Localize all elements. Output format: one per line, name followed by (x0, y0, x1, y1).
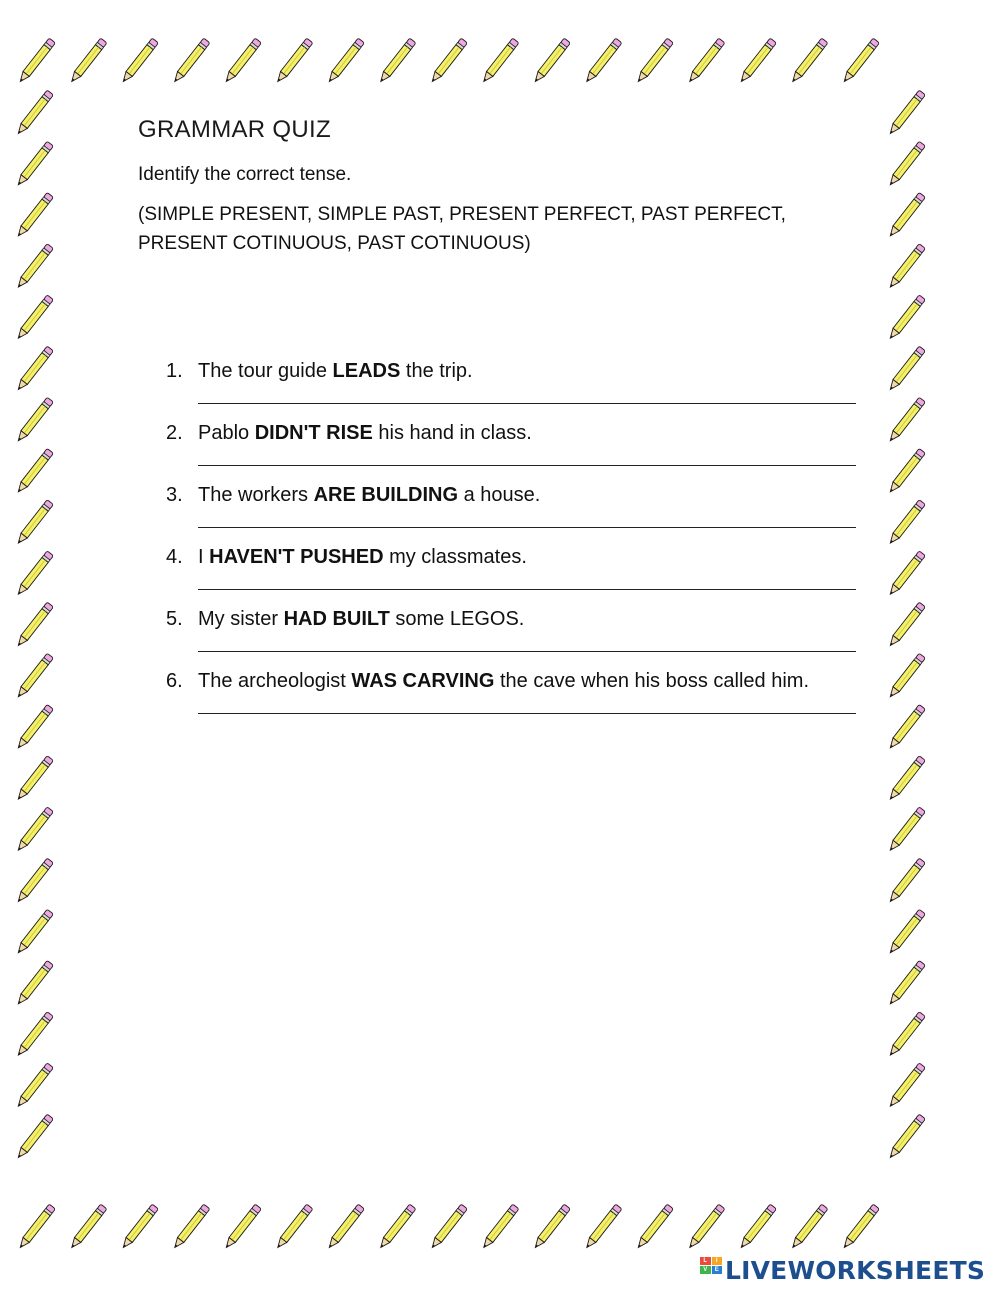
question-number: 6. (166, 670, 183, 692)
logo-mark-letter: V (700, 1266, 711, 1274)
pencil-icon (887, 448, 925, 494)
pencil-icon (15, 756, 53, 802)
pencil-icon (275, 38, 313, 84)
pencil-icon (15, 141, 53, 187)
pencil-icon (15, 192, 53, 238)
pencil-icon (532, 1204, 570, 1250)
pencil-icon (69, 1204, 107, 1250)
pencil-icon (17, 38, 55, 84)
pencil-icon (887, 960, 925, 1006)
question-text-pre: Pablo (198, 422, 255, 444)
pencil-icon (378, 1204, 416, 1250)
pencil-icon (887, 551, 925, 597)
question-text-pre: The archeologist (198, 670, 352, 692)
question-verb: ARE BUILDING (313, 484, 459, 506)
question-text-pre: The tour guide (198, 360, 333, 382)
question-text (198, 360, 473, 382)
pencil-icon (429, 38, 467, 84)
pencil-icon (172, 1204, 210, 1250)
answer-field[interactable] (198, 451, 856, 466)
question-item (166, 418, 856, 466)
pencil-icon (481, 38, 519, 84)
question-verb: LEADS (332, 360, 401, 382)
pencil-icon (887, 1114, 925, 1160)
pencil-icon (584, 1204, 622, 1250)
question-item (166, 480, 856, 528)
pencil-icon (790, 38, 828, 84)
pencil-icon (15, 346, 53, 392)
pencil-icon (15, 1114, 53, 1160)
pencil-icon (887, 141, 925, 187)
question-item (166, 604, 856, 652)
pencil-icon (687, 1204, 725, 1250)
answer-field[interactable] (198, 513, 856, 528)
pencil-icon (841, 1204, 879, 1250)
liveworksheets-logo[interactable] (700, 1253, 985, 1287)
pencil-icon (738, 1204, 776, 1250)
logo-mark-letter: E (712, 1266, 723, 1274)
pencil-icon (15, 960, 53, 1006)
pencil-icon (887, 500, 925, 546)
question-text-post: his hand in class. (372, 422, 532, 444)
pencil-icon (887, 397, 925, 443)
pencil-icon (15, 244, 53, 290)
pencil-icon (481, 1204, 519, 1250)
pencil-icon (275, 1204, 313, 1250)
pencil-icon (326, 1204, 364, 1250)
tense-options: (SIMPLE PRESENT, SIMPLE PAST, PRESENT PERFECT, PAST PERFECT, PRESENT COTINUOUS, PAST COTINUOUS) (138, 204, 786, 254)
question-number: 5. (166, 608, 183, 630)
pencil-icon (887, 858, 925, 904)
pencil-icon (887, 807, 925, 853)
question-verb: DIDN'T RISE (254, 422, 373, 444)
pencil-icon (223, 38, 261, 84)
question-text-pre: My sister (198, 608, 284, 630)
question-text-post: my classmates. (383, 546, 527, 568)
question-verb: HAD BUILT (283, 608, 390, 630)
pencil-icon (887, 756, 925, 802)
pencil-icon (223, 1204, 261, 1250)
pencil-icon (15, 551, 53, 597)
pencil-icon (790, 1204, 828, 1250)
pencil-icon (15, 858, 53, 904)
question-text (198, 546, 527, 568)
question-text-post: a house. (458, 484, 541, 506)
question-verb: HAVEN'T PUSHED (209, 546, 384, 568)
pencil-icon (841, 38, 879, 84)
answer-field[interactable] (198, 575, 856, 590)
question-text (198, 422, 532, 444)
question-verb: WAS CARVING (351, 670, 495, 692)
pencil-icon (887, 653, 925, 699)
question-text (198, 608, 524, 630)
instruction-text: Identify the correct tense. (138, 164, 352, 185)
pencil-icon (69, 38, 107, 84)
pencil-icon (584, 38, 622, 84)
pencil-icon (378, 38, 416, 84)
pencil-icon (887, 602, 925, 648)
pencil-icon (15, 448, 53, 494)
logo-text: LIVEWORKSHEETS (725, 1255, 986, 1285)
pencil-icon (635, 38, 673, 84)
pencil-icon (120, 1204, 158, 1250)
pencil-icon (326, 38, 364, 84)
pencil-icon (532, 38, 570, 84)
answer-field[interactable] (198, 699, 856, 714)
pencil-icon (887, 1012, 925, 1058)
pencil-icon (17, 1204, 55, 1250)
question-text-post: the trip. (400, 360, 473, 382)
pencil-icon (887, 90, 925, 136)
question-text-pre: I (198, 546, 210, 568)
question-item (166, 666, 856, 714)
page-title: GRAMMAR QUIZ (138, 116, 331, 143)
pencil-icon (887, 192, 925, 238)
question-item (166, 542, 856, 590)
pencil-icon (887, 346, 925, 392)
logo-mark-letter: I (712, 1257, 723, 1265)
pencil-icon (15, 807, 53, 853)
pencil-icon (887, 704, 925, 750)
pencil-icon (429, 1204, 467, 1250)
question-text (198, 670, 809, 692)
pencil-icon (738, 38, 776, 84)
question-text-post: some LEGOS. (389, 608, 525, 630)
question-number: 3. (166, 484, 183, 506)
pencil-icon (15, 1012, 53, 1058)
pencil-icon (887, 909, 925, 955)
pencil-icon (15, 1063, 53, 1109)
logo-mark-icon (700, 1257, 722, 1283)
pencil-icon (15, 602, 53, 648)
question-number: 1. (166, 360, 183, 382)
question-list (166, 356, 856, 728)
pencil-icon (687, 38, 725, 84)
pencil-icon (15, 90, 53, 136)
pencil-icon (887, 1063, 925, 1109)
pencil-icon (635, 1204, 673, 1250)
pencil-icon (887, 295, 925, 341)
question-number: 2. (166, 422, 183, 444)
pencil-icon (887, 244, 925, 290)
pencil-icon (15, 295, 53, 341)
question-number: 4. (166, 546, 183, 568)
pencil-icon (15, 653, 53, 699)
question-text (198, 484, 540, 506)
pencil-icon (15, 704, 53, 750)
pencil-icon (172, 38, 210, 84)
pencil-icon (15, 909, 53, 955)
pencil-icon (120, 38, 158, 84)
answer-field[interactable] (198, 389, 856, 404)
question-text-pre: The workers (198, 484, 314, 506)
pencil-icon (15, 397, 53, 443)
pencil-icon (15, 500, 53, 546)
answer-field[interactable] (198, 637, 856, 652)
question-item (166, 356, 856, 404)
worksheet-header (138, 116, 858, 258)
question-text-post: the cave when his boss called him. (494, 670, 810, 692)
logo-mark-letter: L (700, 1257, 711, 1265)
